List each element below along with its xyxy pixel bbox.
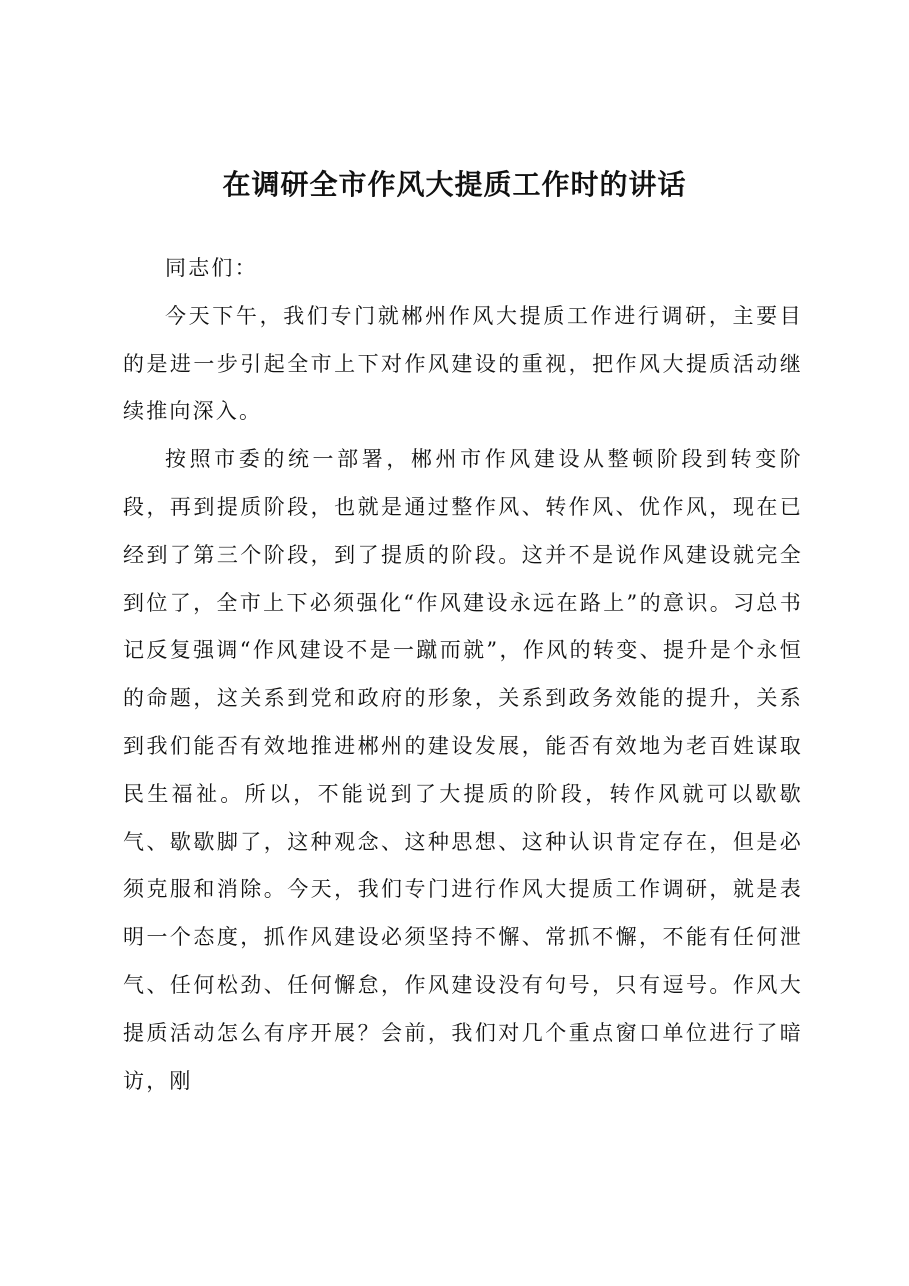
salutation: 同志们： [165, 256, 258, 280]
page-title: 在调研全市作风大提质工作时的讲话 [222, 168, 687, 201]
paragraph-1: 今天下午，我们专门就郴州作风大提质工作进行调研，主要目的是进一步引起全市上下对作风建设的重视，把作风大提质活动继续推向深入。 [123, 303, 803, 424]
document-body [123, 245, 803, 1105]
paragraph-2: 按照市委的统一部署，郴州市作风建设从整顿阶段到转变阶段，再到提质阶段，也就是通过整作风、转作风、优作风，现在已经到了第三个阶段，到了提质的阶段。这并不是说作风建设就完全到位了，全市上下必须强化“作风建设永远在路上”的意识。习总书记反复强调“作风建设不是一蹴而就”，作风的转变、提升是个永恒的命题，这关系到党和政府的形象，关系到政务效能的提升，关系到我们能否有效地推进郴州的建设发展，能否有效地为老百姓谋取民生福祉。所以，不能说到了大提质的阶段，转作风就可以歇歇气、歇歇脚了，这种观念、这种思想、这种认识肯定存在，但是必须克服和消除。今天，我们专门进行作风大提质工作调研，就是表明一个态度，抓作风建设必须坚持不懈、常抓不懈，不能有任何泄气、任何松劲、任何懈怠，作风建设没有句号，只有逗号。作风大提质活动怎么有序开展？会前，我们对几个重点窗口单位进行了暗访，刚 [123, 447, 803, 1093]
